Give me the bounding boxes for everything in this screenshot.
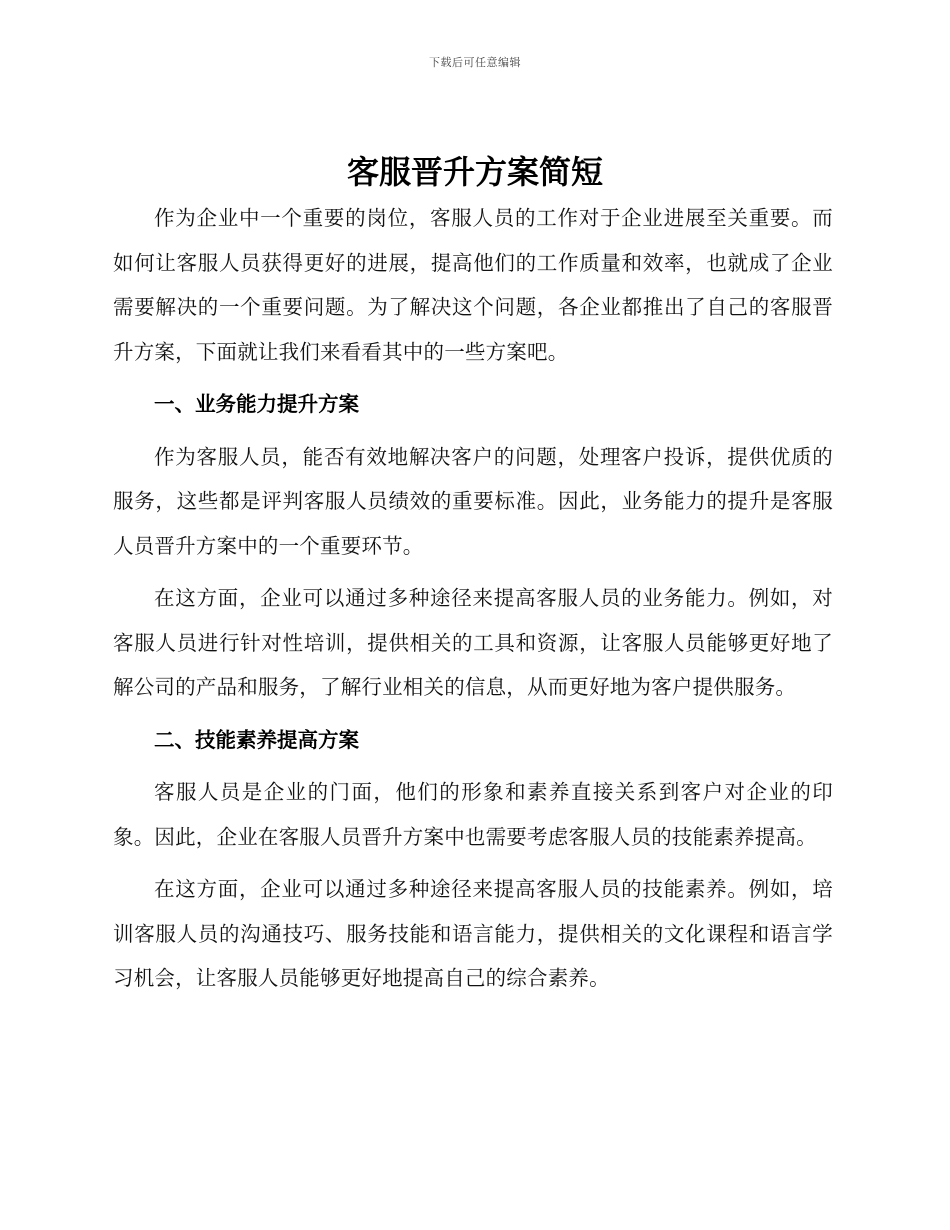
section-heading: 二、技能素养提高方案 (154, 727, 359, 752)
document-title: 客服晋升方案简短 (346, 153, 603, 191)
header-note: 下载后可任意编辑 (429, 56, 521, 69)
document-body (113, 196, 833, 1009)
body-paragraph: 在这方面，企业可以通过多种途径来提高客服人员的业务能力。例如，对客服人员进行针对性培训，提供相关的工具和资源，让客服人员能够更好地了解公司的产品和服务，了解行业相关的信息，从而更好地为客户提供服务。 (113, 586, 833, 699)
intro-paragraph: 作为企业中一个重要的岗位，客服人员的工作对于企业进展至关重要。而如何让客服人员获得更好的进展，提高他们的工作质量和效率，也就成了企业需要解决的一个重要问题。为了解决这个问题，各企业都推出了自己的客服晋升方案，下面就让我们来看看其中的一些方案吧。 (113, 206, 833, 364)
body-paragraph: 在这方面，企业可以通过多种途径来提高客服人员的技能素养。例如，培训客服人员的沟通技巧、服务技能和语言能力，提供相关的文化课程和语言学习机会，让客服人员能够更好地提高自己的综合素养。 (113, 877, 833, 990)
section-heading: 一、业务能力提升方案 (154, 392, 359, 416)
body-paragraph: 作为客服人员，能否有效地解决客户的问题，处理客户投诉，提供优质的服务，这些都是评判客服人员绩效的重要标准。因此，业务能力的提升是客服人员晋升方案中的一个重要环节。 (113, 444, 833, 558)
body-paragraph: 客服人员是企业的门面，他们的形象和素养直接关系到客户对企业的印象。因此，企业在客服人员晋升方案中也需要考虑客服人员的技能素养提高。 (113, 780, 833, 849)
section-2 (113, 718, 833, 1001)
section-1 (113, 382, 833, 710)
